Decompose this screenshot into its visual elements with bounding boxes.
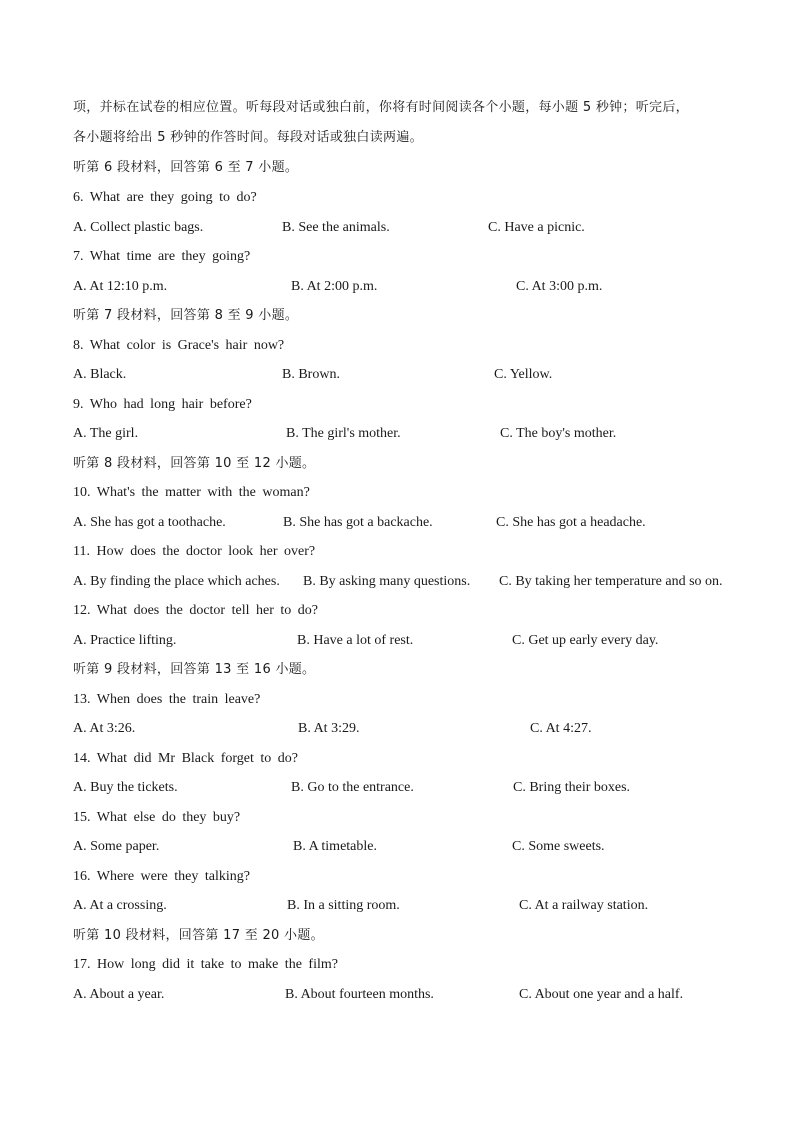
q10-option-c: C. She has got a headache. xyxy=(496,515,646,530)
q13-option-c: C. At 4:27. xyxy=(530,721,592,736)
instructions-line-2: 各小题将给出 5 秒钟的作答时间。每段对话或独白读两遍。 xyxy=(73,130,423,145)
section-header-9: 听第 9 段材料，回答第 13 至 16 小题。 xyxy=(73,662,316,677)
q13-option-b: B. At 3:29. xyxy=(298,721,360,736)
q7-option-c: C. At 3:00 p.m. xyxy=(516,279,603,294)
q14-option-a: A. Buy the tickets. xyxy=(73,780,178,795)
section-header-7: 听第 7 段材料，回答第 8 至 9 小题。 xyxy=(73,308,299,323)
q14-option-b: B. Go to the entrance. xyxy=(291,780,414,795)
q9-option-b: B. The girl's mother. xyxy=(286,426,401,441)
q12-option-a: A. Practice lifting. xyxy=(73,633,177,648)
q8-option-a: A. Black. xyxy=(73,367,127,382)
q7-option-b: B. At 2:00 p.m. xyxy=(291,279,378,294)
question-11: 11. How does the doctor look her over? xyxy=(73,544,316,559)
q13-option-a: A. At 3:26. xyxy=(73,721,136,736)
q6-option-c: C. Have a picnic. xyxy=(488,220,585,235)
q8-option-b: B. Brown. xyxy=(282,367,340,382)
question-15: 15. What else do they buy? xyxy=(73,810,241,825)
q16-option-b: B. In a sitting room. xyxy=(287,898,400,913)
question-7: 7. What time are they going? xyxy=(73,249,251,264)
q14-option-c: C. Bring their boxes. xyxy=(513,780,631,795)
q6-option-a: A. Collect plastic bags. xyxy=(73,220,204,235)
section-header-6: 听第 6 段材料，回答第 6 至 7 小题。 xyxy=(73,160,299,175)
question-14: 14. What did Mr Black forget to do? xyxy=(73,751,298,766)
question-16: 16. Where were they talking? xyxy=(73,869,250,884)
section-header-8: 听第 8 段材料，回答第 10 至 12 小题。 xyxy=(73,456,316,471)
q12-option-b: B. Have a lot of rest. xyxy=(297,633,414,648)
question-9: 9. Who had long hair before? xyxy=(73,397,252,412)
q15-option-a: A. Some paper. xyxy=(73,839,160,854)
q9-option-a: A. The girl. xyxy=(73,426,139,441)
q11-option-a: A. By finding the place which aches. xyxy=(73,574,280,589)
q15-option-b: B. A timetable. xyxy=(293,839,377,854)
q7-option-a: A. At 12:10 p.m. xyxy=(73,279,168,294)
q17-option-b: B. About fourteen months. xyxy=(285,987,434,1002)
q17-option-c: C. About one year and a half. xyxy=(519,987,684,1002)
question-13: 13. When does the train leave? xyxy=(73,692,261,707)
q15-option-c: C. Some sweets. xyxy=(512,839,605,854)
q11-option-b: B. By asking many questions. xyxy=(303,574,471,589)
q6-option-b: B. See the animals. xyxy=(282,220,390,235)
q17-option-a: A. About a year. xyxy=(73,987,165,1002)
q10-option-a: A. She has got a toothache. xyxy=(73,515,226,530)
q8-option-c: C. Yellow. xyxy=(494,367,553,382)
instructions-line-1: 项，并标在试卷的相应位置。听每段对话或独白前，你将有时间阅读各个小题，每小题 5 秒钟；听完后， xyxy=(73,100,689,115)
question-8: 8. What color is Grace's hair now? xyxy=(73,338,285,353)
q11-option-c: C. By taking her temperature and so on. xyxy=(499,574,723,589)
q9-option-c: C. The boy's mother. xyxy=(500,426,617,441)
q10-option-b: B. She has got a backache. xyxy=(283,515,433,530)
q16-option-a: A. At a crossing. xyxy=(73,898,167,913)
section-header-10: 听第 10 段材料，回答第 17 至 20 小题。 xyxy=(73,928,324,943)
question-17: 17. How long did it take to make the film? xyxy=(73,957,338,972)
question-10: 10. What's the matter with the woman? xyxy=(73,485,310,500)
question-12: 12. What does the doctor tell her to do? xyxy=(73,603,318,618)
q16-option-c: C. At a railway station. xyxy=(519,898,649,913)
question-6: 6. What are they going to do? xyxy=(73,190,257,205)
q12-option-c: C. Get up early every day. xyxy=(512,633,659,648)
